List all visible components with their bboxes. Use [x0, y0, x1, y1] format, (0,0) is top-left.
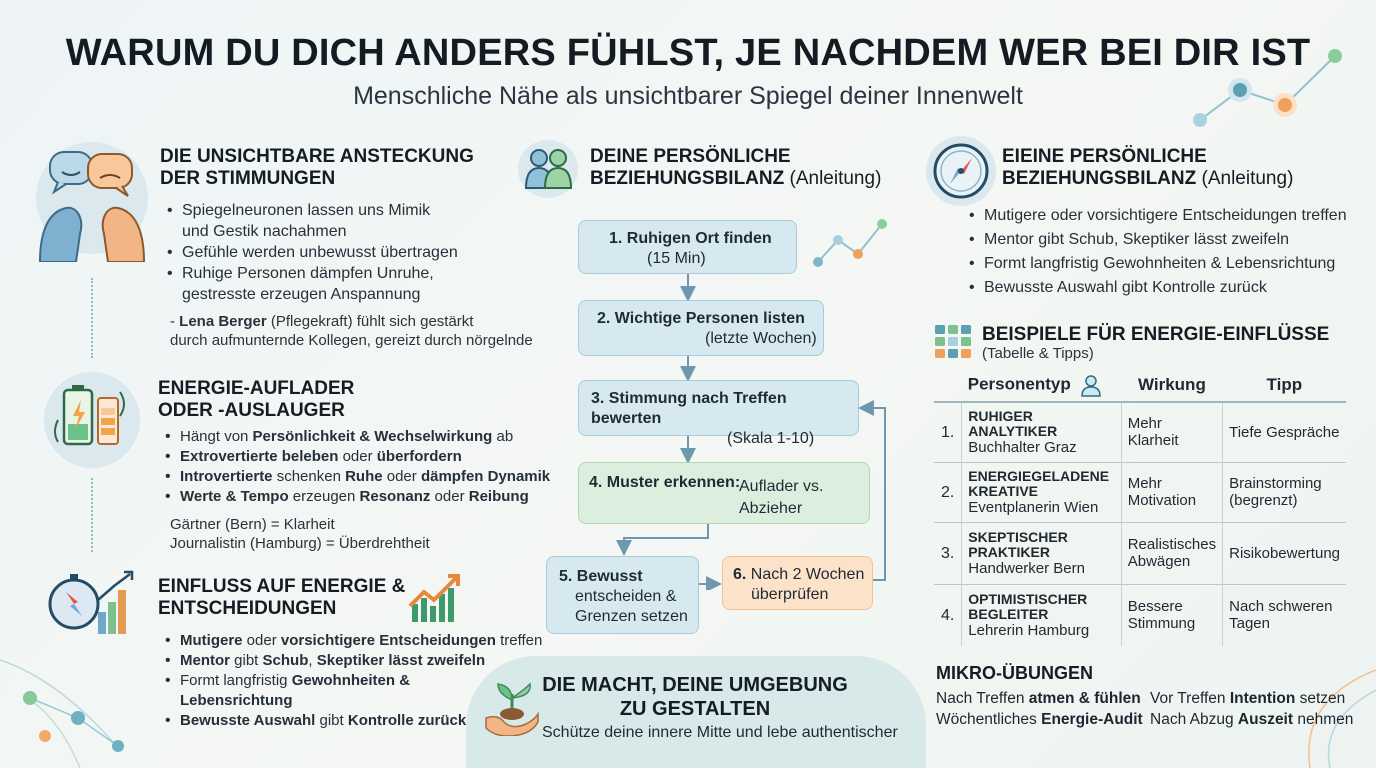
list-item: • Extrovertierte beleben oder überfordern	[162, 447, 552, 467]
right-guide-list	[966, 204, 1366, 300]
step-2: 2. Wichtige Personen listen (letzte Wochen)	[578, 300, 824, 356]
empowerment-title: DIE MACHT, DEINE UMGEBUNG ZU GESTALTEN	[542, 674, 848, 720]
list-item: • Bewusste Auswahl gibt Kontrolle zurück	[162, 711, 552, 731]
table-row: 4. OPTIMISTISCHER BEGLEITER Lehrerin Hamburg Bessere Stimmung Nach schweren Tagen	[934, 584, 1346, 646]
column-header: Tipp	[1223, 368, 1346, 402]
column-header: Personentyp	[962, 368, 1121, 402]
empowerment-text: Schütze deine innere Mitte und lebe authentischer	[542, 724, 898, 741]
section-title-contagion: DIE UNSICHTBARE ANSTECKUNG DER STIMMUNGEN	[160, 146, 474, 189]
person-icon	[1079, 373, 1103, 397]
micro-col-right	[1150, 688, 1370, 730]
examples-title: BEISPIELE FÜR ENERGIE-EINFLÜSSE	[982, 324, 1330, 345]
stopwatch-chart-icon	[44, 566, 136, 638]
faces-chat-icon	[36, 142, 148, 254]
list-item: Wöchentliches Energie-Audit	[936, 711, 1143, 728]
page-subtitle: Menschliche Nähe als unsichtbarer Spiegel deiner Innenwelt	[353, 82, 1023, 110]
examples-table	[934, 368, 1346, 646]
table-row: 1. RUHIGER ANALYTIKER Buchhalter Graz Mehr Klarheit Tiefe Gespräche	[934, 402, 1346, 462]
list-item: • Mutigere oder vorsichtigere Entscheidungen treffen	[162, 631, 552, 651]
example-energy: Gärtner (Bern) = Klarheit Journalistin (Hamburg) = Überdrehtheit	[170, 516, 430, 552]
list-item: • Mentor gibt Schub, Skeptiker lässt zweifeln	[966, 228, 1366, 252]
connector-dots	[91, 278, 93, 358]
list-item: • Gefühle werden unbewusst übertragen	[164, 242, 504, 263]
list-item: • Hängt von Persönlichkeit & Wechselwirkung ab	[162, 427, 552, 447]
connector-dots	[91, 478, 93, 552]
list-item: • Formt langfristig Gewohnheiten & Lebensrichtung	[162, 671, 552, 711]
right-guide-title: EIEINE PERSÖNLICHE BEZIEHUNGSBILANZ (Anleitung)	[1002, 146, 1294, 189]
section-title-energy: ENERGIE-AUFLADER ODER -AUSLAUGER	[158, 378, 355, 421]
list-item: • Formt langfristig Gewohnheiten & Lebensrichtung	[966, 252, 1366, 276]
list-item: • Bewusste Auswahl gibt Kontrolle zurück	[966, 276, 1366, 300]
examples-subtitle: (Tabelle & Tipps)	[982, 345, 1094, 362]
step-6: 6. Nach 2 Wochen überprüfen	[722, 556, 873, 610]
table-row: 3. SKEPTISCHER PRAKTIKER Handwerker Bern Realistisches Abwägen Risikobewertung	[934, 522, 1346, 584]
growth-chart-icon	[408, 570, 464, 624]
list-item: Nach Abzug Auszeit nehmen	[1150, 711, 1354, 728]
battery-icon	[44, 372, 140, 468]
micro-col-left	[936, 688, 1146, 730]
page-title: WARUM DU DICH ANDERS FÜHLST, JE NACHDEM WER BEI DIR IST	[65, 32, 1311, 74]
people-icon	[518, 140, 578, 198]
table-row: 2. ENERGIEGELADENE KREATIVE Eventplanerin Wien Mehr Motivation Brainstorming (begrenzt)	[934, 462, 1346, 522]
guide-title: DEINE PERSÖNLICHE BEZIEHUNGSBILANZ (Anleitung)	[590, 146, 882, 189]
list-item: • Ruhige Personen dämpfen Unruhe, gestresste erzeugen Anspannung	[164, 263, 504, 305]
step-5: 5. Bewusst entscheiden & Grenzen setzen	[546, 556, 699, 634]
example-lena: - Lena Berger (Pflegekraft) fühlt sich gestärkt durch aufmunternde Kollegen, gereizt durch nörgelnde	[170, 313, 533, 349]
network-dots-icon	[810, 212, 892, 268]
step-4: 4. Muster erkennen: Auflader vs. Abzieher	[578, 462, 870, 524]
contagion-list	[164, 200, 504, 305]
list-item: • Werte & Tempo erzeugen Resonanz oder Reibung	[162, 487, 552, 507]
network-dots-icon	[0, 640, 130, 768]
list-item: • Mentor gibt Schub, Skeptiker lässt zweifeln	[162, 651, 552, 671]
list-item: Nach Treffen atmen & fühlen	[936, 690, 1141, 707]
section-title-influence: EINFLUSS AUF ENERGIE & ENTSCHEIDUNGEN	[158, 576, 406, 619]
micro-title: MIKRO-ÜBUNGEN	[936, 663, 1093, 683]
list-item: • Introvertierte schenken Ruhe oder dämpfen Dynamik	[162, 467, 552, 487]
step-3: 3. Stimmung nach Treffen bewerten (Skala 1-10)	[578, 380, 859, 436]
grid-table-icon	[934, 324, 972, 360]
column-header: Wirkung	[1121, 368, 1222, 402]
list-item: • Spiegelneuronen lassen uns Mimik und Gestik nachahmen	[164, 200, 504, 242]
list-item: Vor Treffen Intention setzen	[1150, 690, 1346, 707]
compass-icon	[926, 136, 996, 206]
plant-hand-icon	[484, 680, 540, 736]
step-1: 1. Ruhigen Ort finden (15 Min)	[578, 220, 797, 274]
list-item: • Mutigere oder vorsichtigere Entscheidungen treffen	[966, 204, 1366, 228]
energy-list	[162, 427, 552, 507]
